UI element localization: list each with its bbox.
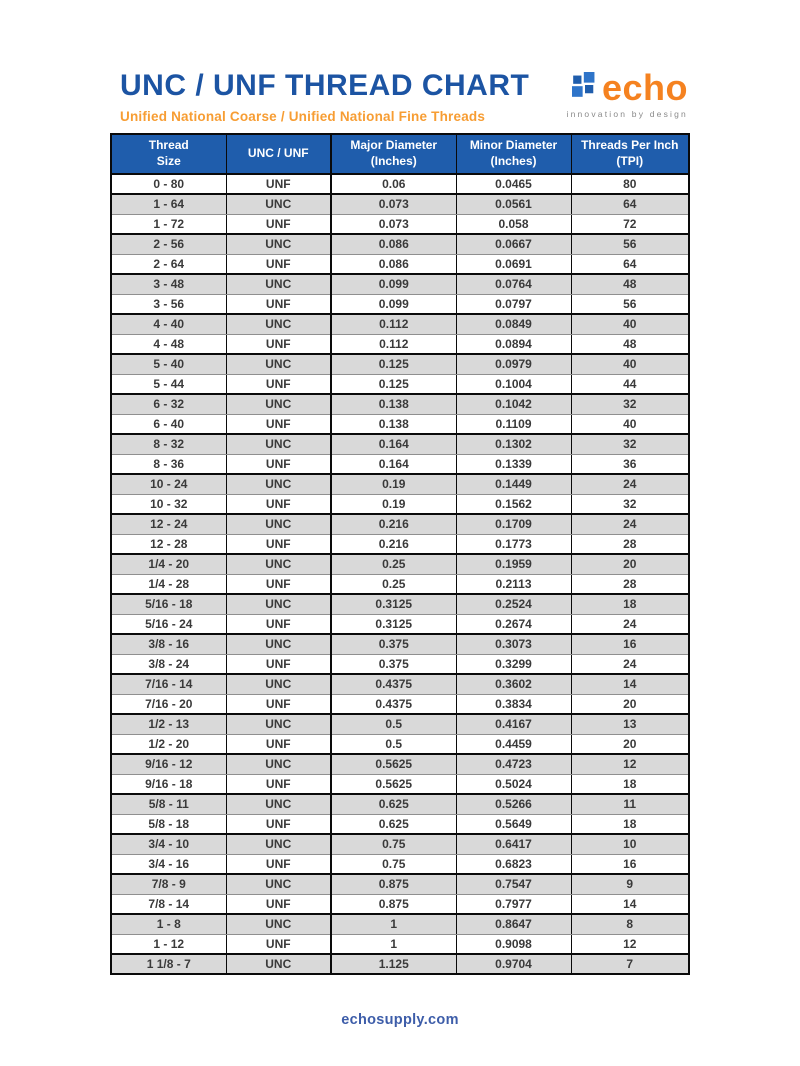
table-row	[111, 194, 689, 214]
table-row	[111, 834, 689, 854]
cell-major-diameter: 0.19	[331, 494, 456, 514]
table-row	[111, 774, 689, 794]
header-thread-size: Thread Size	[111, 134, 226, 174]
cell-threads-per-inch: 72	[571, 214, 689, 234]
cell-unc-unf: UNF	[226, 614, 331, 634]
cell-unc-unf: UNC	[226, 754, 331, 774]
cell-thread-size: 0 - 80	[111, 174, 226, 194]
cell-major-diameter: 0.099	[331, 274, 456, 294]
cell-major-diameter: 1	[331, 914, 456, 934]
table-row	[111, 554, 689, 574]
table-row	[111, 954, 689, 974]
cell-threads-per-inch: 18	[571, 594, 689, 614]
cell-major-diameter: 0.125	[331, 354, 456, 374]
cell-threads-per-inch: 20	[571, 734, 689, 754]
cell-unc-unf: UNF	[226, 494, 331, 514]
cell-minor-diameter: 0.8647	[456, 914, 571, 934]
cell-major-diameter: 0.3125	[331, 594, 456, 614]
echo-logo-wordmark: echo	[601, 67, 688, 109]
cell-unc-unf: UNF	[226, 894, 331, 914]
cell-thread-size: 5/8 - 11	[111, 794, 226, 814]
cell-major-diameter: 0.073	[331, 194, 456, 214]
cell-minor-diameter: 0.2674	[456, 614, 571, 634]
cell-major-diameter: 1.125	[331, 954, 456, 974]
cell-minor-diameter: 0.1709	[456, 514, 571, 534]
cell-threads-per-inch: 24	[571, 514, 689, 534]
cell-minor-diameter: 0.1109	[456, 414, 571, 434]
cell-unc-unf: UNF	[226, 174, 331, 194]
cell-threads-per-inch: 12	[571, 754, 689, 774]
cell-unc-unf: UNC	[226, 954, 331, 974]
cell-minor-diameter: 0.0561	[456, 194, 571, 214]
cell-minor-diameter: 0.1339	[456, 454, 571, 474]
table-row	[111, 214, 689, 234]
cell-thread-size: 4 - 48	[111, 334, 226, 354]
cell-major-diameter: 0.4375	[331, 674, 456, 694]
table-row	[111, 594, 689, 614]
cell-minor-diameter: 0.1302	[456, 434, 571, 454]
cell-minor-diameter: 0.2113	[456, 574, 571, 594]
cell-thread-size: 9/16 - 12	[111, 754, 226, 774]
title-block	[110, 62, 529, 124]
cell-threads-per-inch: 13	[571, 714, 689, 734]
table-row	[111, 854, 689, 874]
cell-unc-unf: UNF	[226, 654, 331, 674]
cell-unc-unf: UNF	[226, 734, 331, 754]
cell-minor-diameter: 0.2524	[456, 594, 571, 614]
cell-minor-diameter: 0.1562	[456, 494, 571, 514]
cell-threads-per-inch: 28	[571, 534, 689, 554]
table-row	[111, 694, 689, 714]
cell-minor-diameter: 0.0667	[456, 234, 571, 254]
cell-unc-unf: UNF	[226, 774, 331, 794]
cell-minor-diameter: 0.1004	[456, 374, 571, 394]
cell-threads-per-inch: 8	[571, 914, 689, 934]
cell-minor-diameter: 0.9704	[456, 954, 571, 974]
cell-threads-per-inch: 56	[571, 234, 689, 254]
cell-major-diameter: 0.25	[331, 554, 456, 574]
cell-major-diameter: 0.164	[331, 434, 456, 454]
cell-major-diameter: 0.5	[331, 714, 456, 734]
cell-unc-unf: UNF	[226, 254, 331, 274]
cell-threads-per-inch: 40	[571, 414, 689, 434]
table-row	[111, 754, 689, 774]
cell-minor-diameter: 0.3834	[456, 694, 571, 714]
cell-major-diameter: 0.625	[331, 794, 456, 814]
table-row	[111, 814, 689, 834]
thread-table-body	[111, 174, 689, 974]
header-unc-unf: UNC / UNF	[226, 134, 331, 174]
cell-thread-size: 1/2 - 13	[111, 714, 226, 734]
cell-threads-per-inch: 14	[571, 674, 689, 694]
cell-major-diameter: 0.19	[331, 474, 456, 494]
cell-thread-size: 1 1/8 - 7	[111, 954, 226, 974]
cell-thread-size: 5 - 40	[111, 354, 226, 374]
cell-major-diameter: 0.375	[331, 654, 456, 674]
cell-minor-diameter: 0.4459	[456, 734, 571, 754]
cell-thread-size: 1 - 8	[111, 914, 226, 934]
footer-url: echosupply.com	[341, 1012, 459, 1028]
cell-threads-per-inch: 24	[571, 614, 689, 634]
cell-minor-diameter: 0.0764	[456, 274, 571, 294]
cell-threads-per-inch: 20	[571, 694, 689, 714]
cell-major-diameter: 1	[331, 934, 456, 954]
cell-major-diameter: 0.138	[331, 414, 456, 434]
cell-major-diameter: 0.625	[331, 814, 456, 834]
cell-threads-per-inch: 56	[571, 294, 689, 314]
cell-unc-unf: UNF	[226, 814, 331, 834]
cell-thread-size: 2 - 56	[111, 234, 226, 254]
cell-thread-size: 7/8 - 9	[111, 874, 226, 894]
cell-minor-diameter: 0.1959	[456, 554, 571, 574]
cell-minor-diameter: 0.5266	[456, 794, 571, 814]
cell-threads-per-inch: 12	[571, 934, 689, 954]
cell-thread-size: 10 - 24	[111, 474, 226, 494]
cell-unc-unf: UNC	[226, 194, 331, 214]
page-subtitle: Unified National Coarse / Unified National Fine Threads	[120, 108, 486, 124]
table-row	[111, 734, 689, 754]
cell-thread-size: 1/2 - 20	[111, 734, 226, 754]
cell-thread-size: 6 - 40	[111, 414, 226, 434]
cell-threads-per-inch: 40	[571, 314, 689, 334]
table-row	[111, 794, 689, 814]
cell-major-diameter: 0.125	[331, 374, 456, 394]
cell-threads-per-inch: 48	[571, 334, 689, 354]
cell-unc-unf: UNC	[226, 594, 331, 614]
cell-major-diameter: 0.75	[331, 834, 456, 854]
header-major-diameter: Major Diameter (Inches)	[331, 134, 456, 174]
page-title: UNC / UNF THREAD CHART	[120, 69, 530, 102]
cell-thread-size: 1 - 72	[111, 214, 226, 234]
cell-minor-diameter: 0.7547	[456, 874, 571, 894]
table-row	[111, 414, 689, 434]
cell-major-diameter: 0.138	[331, 394, 456, 414]
cell-major-diameter: 0.4375	[331, 694, 456, 714]
cell-major-diameter: 0.75	[331, 854, 456, 874]
echo-logo	[566, 62, 690, 119]
table-row	[111, 474, 689, 494]
table-row	[111, 174, 689, 194]
table-row	[111, 934, 689, 954]
cell-minor-diameter: 0.0465	[456, 174, 571, 194]
cell-minor-diameter: 0.3299	[456, 654, 571, 674]
cell-thread-size: 7/16 - 14	[111, 674, 226, 694]
cell-major-diameter: 0.875	[331, 874, 456, 894]
cell-thread-size: 3/4 - 10	[111, 834, 226, 854]
document-header	[110, 62, 690, 124]
cell-minor-diameter: 0.058	[456, 214, 571, 234]
cell-unc-unf: UNC	[226, 394, 331, 414]
cell-unc-unf: UNC	[226, 274, 331, 294]
cell-unc-unf: UNF	[226, 854, 331, 874]
cell-minor-diameter: 0.7977	[456, 894, 571, 914]
table-row	[111, 434, 689, 454]
cell-threads-per-inch: 24	[571, 474, 689, 494]
cell-minor-diameter: 0.6417	[456, 834, 571, 854]
cell-major-diameter: 0.073	[331, 214, 456, 234]
echo-logo-icon	[572, 72, 598, 103]
cell-thread-size: 3 - 48	[111, 274, 226, 294]
cell-threads-per-inch: 14	[571, 894, 689, 914]
table-row	[111, 394, 689, 414]
cell-threads-per-inch: 32	[571, 494, 689, 514]
cell-major-diameter: 0.5	[331, 734, 456, 754]
cell-thread-size: 8 - 36	[111, 454, 226, 474]
cell-minor-diameter: 0.9098	[456, 934, 571, 954]
cell-threads-per-inch: 36	[571, 454, 689, 474]
table-row	[111, 714, 689, 734]
table-row	[111, 374, 689, 394]
cell-threads-per-inch: 44	[571, 374, 689, 394]
cell-minor-diameter: 0.0979	[456, 354, 571, 374]
cell-threads-per-inch: 32	[571, 434, 689, 454]
cell-thread-size: 3/8 - 24	[111, 654, 226, 674]
table-row	[111, 354, 689, 374]
cell-unc-unf: UNC	[226, 714, 331, 734]
cell-major-diameter: 0.086	[331, 234, 456, 254]
cell-thread-size: 1 - 64	[111, 194, 226, 214]
cell-minor-diameter: 0.3602	[456, 674, 571, 694]
cell-unc-unf: UNC	[226, 554, 331, 574]
cell-minor-diameter: 0.0849	[456, 314, 571, 334]
cell-thread-size: 12 - 24	[111, 514, 226, 534]
cell-threads-per-inch: 64	[571, 194, 689, 214]
cell-minor-diameter: 0.4167	[456, 714, 571, 734]
cell-minor-diameter: 0.0894	[456, 334, 571, 354]
cell-minor-diameter: 0.1449	[456, 474, 571, 494]
table-row	[111, 514, 689, 534]
cell-unc-unf: UNC	[226, 434, 331, 454]
cell-threads-per-inch: 10	[571, 834, 689, 854]
cell-threads-per-inch: 9	[571, 874, 689, 894]
cell-thread-size: 5/16 - 24	[111, 614, 226, 634]
cell-minor-diameter: 0.0691	[456, 254, 571, 274]
cell-major-diameter: 0.216	[331, 514, 456, 534]
cell-threads-per-inch: 40	[571, 354, 689, 374]
cell-unc-unf: UNC	[226, 354, 331, 374]
table-header	[111, 134, 689, 174]
cell-thread-size: 5 - 44	[111, 374, 226, 394]
cell-major-diameter: 0.086	[331, 254, 456, 274]
table-row	[111, 574, 689, 594]
cell-major-diameter: 0.112	[331, 334, 456, 354]
cell-thread-size: 3/8 - 16	[111, 634, 226, 654]
cell-unc-unf: UNC	[226, 794, 331, 814]
table-row	[111, 334, 689, 354]
cell-major-diameter: 0.3125	[331, 614, 456, 634]
thread-chart-table	[110, 133, 690, 975]
cell-unc-unf: UNC	[226, 314, 331, 334]
table-row	[111, 274, 689, 294]
cell-minor-diameter: 0.1042	[456, 394, 571, 414]
table-row	[111, 254, 689, 274]
cell-unc-unf: UNF	[226, 534, 331, 554]
table-row	[111, 614, 689, 634]
cell-minor-diameter: 0.0797	[456, 294, 571, 314]
cell-thread-size: 7/8 - 14	[111, 894, 226, 914]
cell-major-diameter: 0.375	[331, 634, 456, 654]
cell-threads-per-inch: 32	[571, 394, 689, 414]
cell-threads-per-inch: 20	[571, 554, 689, 574]
cell-minor-diameter: 0.5024	[456, 774, 571, 794]
cell-threads-per-inch: 16	[571, 854, 689, 874]
cell-thread-size: 9/16 - 18	[111, 774, 226, 794]
cell-threads-per-inch: 28	[571, 574, 689, 594]
cell-threads-per-inch: 80	[571, 174, 689, 194]
cell-major-diameter: 0.216	[331, 534, 456, 554]
cell-major-diameter: 0.099	[331, 294, 456, 314]
cell-thread-size: 3 - 56	[111, 294, 226, 314]
cell-unc-unf: UNF	[226, 414, 331, 434]
cell-threads-per-inch: 18	[571, 814, 689, 834]
table-row	[111, 894, 689, 914]
cell-unc-unf: UNC	[226, 514, 331, 534]
cell-thread-size: 10 - 32	[111, 494, 226, 514]
table-row	[111, 234, 689, 254]
cell-thread-size: 5/8 - 18	[111, 814, 226, 834]
cell-thread-size: 4 - 40	[111, 314, 226, 334]
table-row	[111, 494, 689, 514]
cell-thread-size: 5/16 - 18	[111, 594, 226, 614]
cell-minor-diameter: 0.3073	[456, 634, 571, 654]
cell-unc-unf: UNF	[226, 374, 331, 394]
cell-minor-diameter: 0.1773	[456, 534, 571, 554]
cell-unc-unf: UNC	[226, 914, 331, 934]
cell-thread-size: 6 - 32	[111, 394, 226, 414]
cell-unc-unf: UNF	[226, 694, 331, 714]
cell-threads-per-inch: 24	[571, 654, 689, 674]
cell-unc-unf: UNC	[226, 474, 331, 494]
cell-unc-unf: UNC	[226, 634, 331, 654]
cell-unc-unf: UNC	[226, 234, 331, 254]
cell-minor-diameter: 0.5649	[456, 814, 571, 834]
table-row	[111, 914, 689, 934]
cell-major-diameter: 0.112	[331, 314, 456, 334]
table-row	[111, 534, 689, 554]
table-row	[111, 654, 689, 674]
cell-thread-size: 1/4 - 28	[111, 574, 226, 594]
cell-thread-size: 1 - 12	[111, 934, 226, 954]
cell-thread-size: 8 - 32	[111, 434, 226, 454]
table-row	[111, 674, 689, 694]
cell-unc-unf: UNC	[226, 874, 331, 894]
cell-thread-size: 2 - 64	[111, 254, 226, 274]
cell-threads-per-inch: 48	[571, 274, 689, 294]
cell-major-diameter: 0.06	[331, 174, 456, 194]
cell-unc-unf: UNF	[226, 454, 331, 474]
cell-threads-per-inch: 18	[571, 774, 689, 794]
cell-unc-unf: UNF	[226, 214, 331, 234]
cell-threads-per-inch: 7	[571, 954, 689, 974]
cell-minor-diameter: 0.6823	[456, 854, 571, 874]
table-row	[111, 294, 689, 314]
cell-thread-size: 3/4 - 16	[111, 854, 226, 874]
cell-major-diameter: 0.25	[331, 574, 456, 594]
cell-threads-per-inch: 64	[571, 254, 689, 274]
header-minor-diameter: Minor Diameter (Inches)	[456, 134, 571, 174]
cell-threads-per-inch: 16	[571, 634, 689, 654]
cell-unc-unf: UNC	[226, 674, 331, 694]
cell-major-diameter: 0.5625	[331, 774, 456, 794]
cell-unc-unf: UNF	[226, 934, 331, 954]
table-row	[111, 634, 689, 654]
table-row	[111, 874, 689, 894]
header-threads-per-inch: Threads Per Inch (TPI)	[571, 134, 689, 174]
cell-major-diameter: 0.164	[331, 454, 456, 474]
cell-unc-unf: UNF	[226, 294, 331, 314]
cell-unc-unf: UNF	[226, 334, 331, 354]
cell-thread-size: 7/16 - 20	[111, 694, 226, 714]
table-row	[111, 314, 689, 334]
cell-thread-size: 12 - 28	[111, 534, 226, 554]
cell-major-diameter: 0.875	[331, 894, 456, 914]
cell-unc-unf: UNC	[226, 834, 331, 854]
cell-minor-diameter: 0.4723	[456, 754, 571, 774]
cell-threads-per-inch: 11	[571, 794, 689, 814]
cell-unc-unf: UNF	[226, 574, 331, 594]
echo-logo-tagline: innovation by design	[566, 109, 688, 119]
cell-major-diameter: 0.5625	[331, 754, 456, 774]
table-row	[111, 454, 689, 474]
cell-thread-size: 1/4 - 20	[111, 554, 226, 574]
